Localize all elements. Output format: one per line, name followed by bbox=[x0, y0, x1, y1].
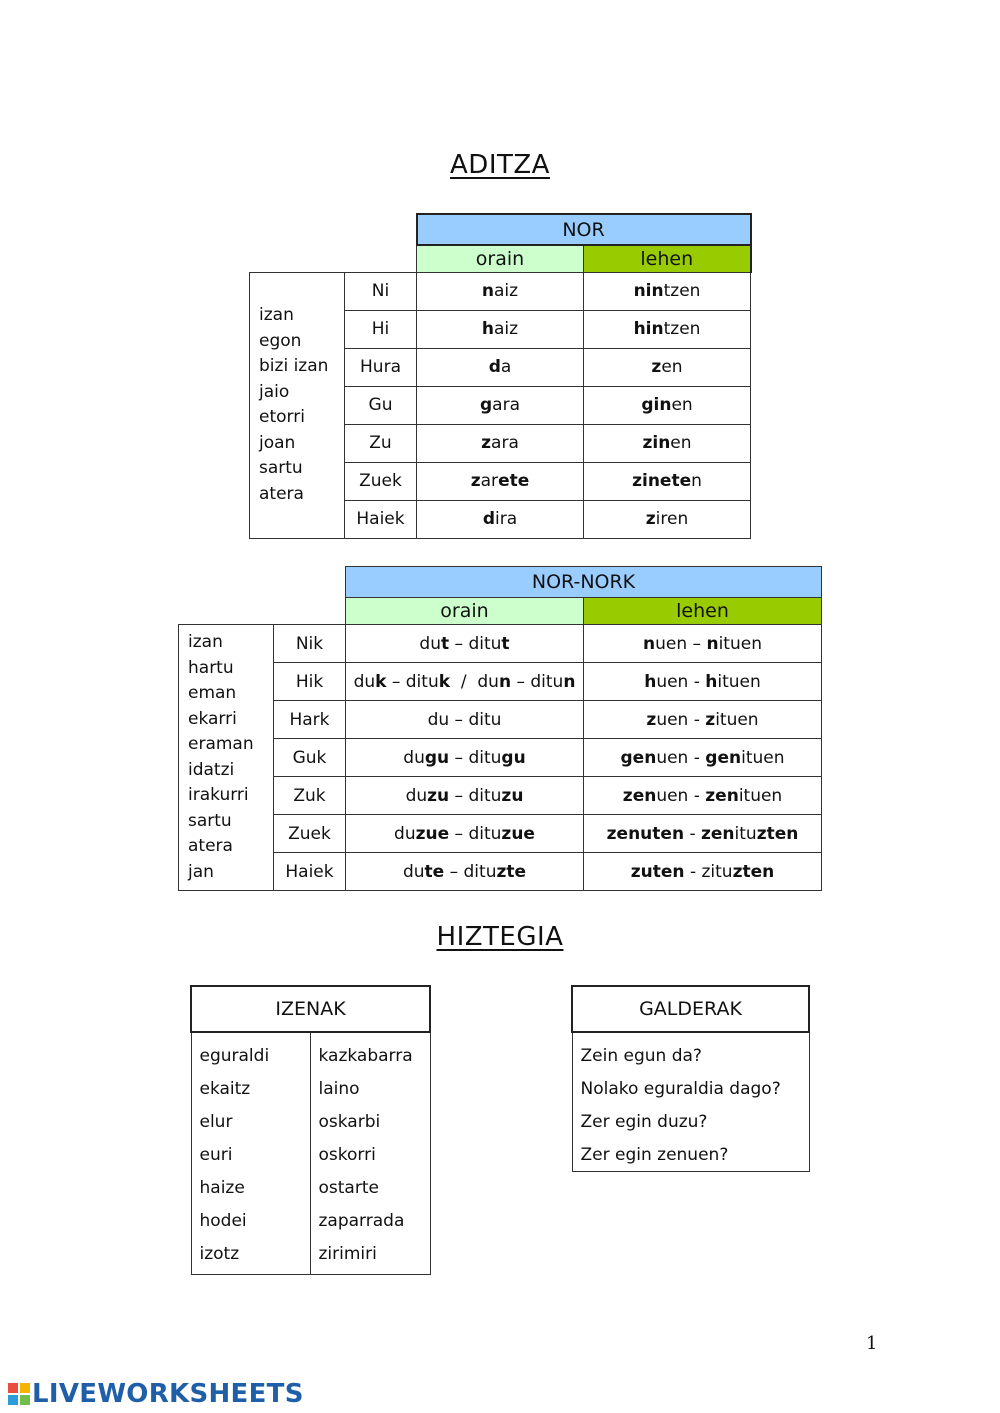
bold-segment: n bbox=[563, 671, 576, 692]
orain-form-cell bbox=[417, 500, 584, 538]
bold-segment: t bbox=[501, 633, 510, 654]
text-segment: du – ditu bbox=[427, 709, 502, 730]
bold-segment: n bbox=[498, 671, 512, 692]
question-row bbox=[572, 1105, 809, 1138]
text-segment: en bbox=[670, 433, 692, 453]
bold-segment: zinete bbox=[632, 471, 692, 491]
bold-segment: z bbox=[645, 509, 656, 529]
vocab-word: zirimiri bbox=[310, 1237, 430, 1275]
bold-segment: h bbox=[644, 671, 657, 692]
text-segment: ituen bbox=[718, 633, 762, 654]
text-segment: – ditu bbox=[444, 861, 497, 882]
nor-nork-lehen-header: lehen bbox=[584, 598, 822, 625]
orain-form-cell bbox=[346, 815, 584, 853]
nor-nork-table bbox=[178, 566, 822, 891]
bold-segment: z bbox=[651, 357, 662, 377]
vocab-row bbox=[191, 1204, 430, 1237]
text-segment: du bbox=[419, 633, 441, 654]
text-segment: u bbox=[490, 633, 502, 654]
bold-segment: g bbox=[480, 395, 493, 415]
orain-form-cell bbox=[417, 272, 584, 310]
table-row bbox=[250, 272, 751, 310]
verb-item: eraman bbox=[188, 734, 254, 754]
table-row bbox=[179, 663, 822, 701]
bold-segment: t bbox=[441, 633, 450, 654]
text-segment: ara bbox=[491, 433, 519, 453]
verb-item: sartu bbox=[188, 810, 232, 831]
text-segment: tzen bbox=[663, 281, 701, 301]
orain-form-cell bbox=[417, 424, 584, 462]
text-segment: du bbox=[403, 747, 425, 768]
bold-segment: n bbox=[643, 633, 656, 654]
lehen-form-cell bbox=[584, 348, 751, 386]
person-cell: Zuek bbox=[345, 462, 417, 500]
nor-orain-header: orain bbox=[417, 245, 584, 272]
bold-segment: h bbox=[481, 319, 495, 339]
orain-form-cell bbox=[417, 386, 584, 424]
text-segment: en bbox=[671, 395, 693, 415]
text-segment: u bbox=[490, 747, 502, 768]
table-row bbox=[179, 853, 822, 891]
vocab-word: haize bbox=[191, 1171, 310, 1204]
person-cell: Gu bbox=[345, 386, 417, 424]
text-segment: ituen bbox=[741, 747, 785, 768]
bold-segment: z bbox=[705, 709, 716, 730]
lehen-form-cell bbox=[584, 424, 751, 462]
orain-form-cell bbox=[417, 348, 584, 386]
orain-form-cell bbox=[417, 462, 584, 500]
bold-segment: zte bbox=[496, 861, 527, 882]
person-cell: Hark bbox=[274, 701, 346, 739]
bold-segment: gin bbox=[641, 395, 672, 415]
nor-lehen-header: lehen bbox=[584, 245, 751, 272]
orain-form-cell bbox=[346, 701, 584, 739]
bold-segment: zuten bbox=[630, 861, 685, 882]
question-row bbox=[572, 1138, 809, 1172]
text-segment: n bbox=[691, 471, 702, 491]
izenak-header: IZENAK bbox=[191, 986, 430, 1032]
bold-segment: zin bbox=[642, 433, 671, 453]
lehen-form-cell bbox=[584, 310, 751, 348]
lehen-form-cell bbox=[584, 625, 822, 663]
vocab-row bbox=[191, 1032, 430, 1072]
bold-segment: n bbox=[481, 281, 495, 301]
person-cell: Haiek bbox=[274, 853, 346, 891]
nor-table bbox=[249, 213, 752, 539]
vocab-word: oskorri bbox=[310, 1138, 430, 1171]
bold-segment: n bbox=[706, 633, 719, 654]
verb-item: joan bbox=[259, 432, 296, 453]
vocab-row bbox=[191, 1237, 430, 1275]
question-row bbox=[572, 1032, 809, 1072]
bold-segment: ete bbox=[498, 471, 530, 491]
verb-item: irakurri bbox=[188, 785, 249, 805]
bold-segment: zen bbox=[701, 823, 735, 844]
orain-form-cell bbox=[346, 625, 584, 663]
vocab-word: izotz bbox=[191, 1237, 310, 1275]
verb-item: atera bbox=[188, 836, 233, 856]
text-segment: ituen bbox=[717, 671, 761, 692]
bold-segment: zue bbox=[415, 823, 450, 844]
text-segment: – dit bbox=[449, 633, 491, 654]
vocab-word: kazkabarra bbox=[310, 1032, 430, 1072]
text-segment: aiz bbox=[494, 281, 519, 301]
text-segment: ira bbox=[495, 509, 518, 529]
verb-item: hartu bbox=[188, 657, 234, 678]
bold-segment: zue bbox=[501, 823, 535, 844]
text-segment: en bbox=[661, 357, 683, 377]
vocab-word: eguraldi bbox=[191, 1032, 310, 1072]
table-row bbox=[179, 777, 822, 815]
galderak-header: GALDERAK bbox=[572, 986, 809, 1032]
verb-item: egon bbox=[259, 330, 302, 351]
bold-segment: zen bbox=[705, 785, 739, 806]
text-segment: uen - bbox=[656, 785, 706, 806]
bold-segment: hin bbox=[633, 319, 664, 339]
page-number: 1 bbox=[866, 1333, 878, 1354]
text-segment: uen - bbox=[656, 747, 706, 768]
verb-item: bizi izan bbox=[259, 356, 329, 376]
vocab-word: euri bbox=[191, 1138, 310, 1171]
verb-item: etorri bbox=[259, 407, 305, 427]
bold-segment: gen bbox=[620, 747, 657, 768]
bold-segment: zten bbox=[756, 823, 799, 844]
person-cell: Hura bbox=[345, 348, 417, 386]
bold-segment: gen bbox=[705, 747, 742, 768]
text-segment: du bbox=[405, 785, 428, 806]
galderak-table bbox=[571, 985, 810, 1172]
vocab-row bbox=[191, 1072, 430, 1105]
vocab-word: hodei bbox=[191, 1204, 310, 1237]
verb-item: izan bbox=[259, 305, 294, 325]
lehen-form-cell bbox=[584, 272, 751, 310]
verb-item: eman bbox=[188, 683, 237, 703]
lehen-form-cell bbox=[584, 739, 822, 777]
verb-item: jan bbox=[188, 861, 214, 882]
question-item: Zer egin duzu? bbox=[572, 1105, 809, 1138]
bold-segment: te bbox=[424, 861, 445, 882]
text-segment: - bbox=[684, 823, 701, 844]
lehen-form-cell bbox=[584, 500, 751, 538]
bold-segment: k bbox=[438, 671, 451, 692]
text-segment: – ditu bbox=[511, 671, 564, 692]
question-item: Zer egin zenuen? bbox=[572, 1138, 809, 1172]
bold-segment: gu bbox=[501, 747, 526, 768]
text-segment: – dit bbox=[449, 747, 491, 768]
text-segment: - zitu bbox=[684, 861, 733, 882]
question-row bbox=[572, 1072, 809, 1105]
person-cell: Zu bbox=[345, 424, 417, 462]
lehen-form-cell bbox=[584, 663, 822, 701]
bold-segment: nin bbox=[633, 281, 664, 301]
vocab-word: zaparrada bbox=[310, 1204, 430, 1237]
vocab-word: ekaitz bbox=[191, 1072, 310, 1105]
page-title-hiztegia: HIZTEGIA bbox=[436, 922, 564, 952]
liveworksheets-logo bbox=[8, 1379, 304, 1409]
nor-nork-header: NOR-NORK bbox=[346, 567, 822, 598]
text-segment: uen - bbox=[656, 709, 706, 730]
lehen-form-cell bbox=[584, 462, 751, 500]
lehen-form-cell bbox=[584, 815, 822, 853]
bold-segment: zu bbox=[427, 785, 450, 806]
person-cell: Zuk bbox=[274, 777, 346, 815]
verb-item: jaio bbox=[259, 381, 290, 402]
lehen-form-cell bbox=[584, 701, 822, 739]
bold-segment: h bbox=[705, 671, 718, 692]
person-cell: Hik bbox=[274, 663, 346, 701]
izenak-table bbox=[190, 985, 431, 1275]
nor-header: NOR bbox=[417, 214, 751, 245]
bold-segment: zten bbox=[732, 861, 775, 882]
orain-form-cell bbox=[346, 739, 584, 777]
person-cell: Haiek bbox=[345, 500, 417, 538]
orain-form-cell bbox=[346, 663, 584, 701]
verb-item: atera bbox=[259, 483, 304, 504]
person-cell: Ni bbox=[345, 272, 417, 310]
table-row bbox=[179, 625, 822, 663]
bold-segment: z bbox=[646, 709, 657, 730]
vocab-row bbox=[191, 1171, 430, 1204]
text-segment: du bbox=[353, 671, 376, 692]
text-segment: ituen bbox=[738, 785, 783, 806]
page-title-aditza: ADITZA bbox=[450, 150, 550, 180]
verb-item: ekarri bbox=[188, 708, 237, 729]
text-segment: u bbox=[490, 785, 502, 806]
text-segment: du bbox=[402, 861, 425, 882]
orain-form-cell bbox=[417, 310, 584, 348]
vocab-word: oskarbi bbox=[310, 1105, 430, 1138]
bold-segment: z bbox=[470, 471, 481, 491]
verb-list bbox=[179, 625, 274, 891]
bold-segment: d bbox=[488, 357, 501, 377]
lehen-form-cell bbox=[584, 777, 822, 815]
bold-segment: zenuten bbox=[606, 823, 685, 844]
orain-form-cell bbox=[346, 777, 584, 815]
bold-segment: zu bbox=[501, 785, 524, 806]
text-segment: – dit bbox=[449, 785, 491, 806]
question-item: Zein egun da? bbox=[572, 1032, 809, 1072]
vocab-row bbox=[191, 1105, 430, 1138]
text-segment: a bbox=[500, 357, 512, 377]
text-segment: du bbox=[394, 823, 416, 844]
vocab-word: elur bbox=[191, 1105, 310, 1138]
text-segment: uen – bbox=[655, 633, 707, 654]
lehen-form-cell bbox=[584, 386, 751, 424]
table-row bbox=[179, 739, 822, 777]
person-cell: Hi bbox=[345, 310, 417, 348]
bold-segment: d bbox=[482, 509, 496, 529]
text-segment: – ditu bbox=[386, 671, 439, 692]
verb-list bbox=[250, 272, 345, 538]
text-segment: ara bbox=[492, 395, 520, 415]
text-segment: uen - bbox=[656, 671, 706, 692]
text-segment: / du bbox=[450, 671, 499, 692]
text-segment: iren bbox=[655, 509, 689, 529]
text-segment: aiz bbox=[494, 319, 519, 339]
logo-text: LIVEWORKSHEETS bbox=[32, 1379, 304, 1409]
person-cell: Nik bbox=[274, 625, 346, 663]
bold-segment: gu bbox=[424, 747, 450, 768]
lehen-form-cell bbox=[584, 853, 822, 891]
bold-segment: k bbox=[375, 671, 387, 692]
person-cell: Guk bbox=[274, 739, 346, 777]
vocab-row bbox=[191, 1138, 430, 1171]
bold-segment: z bbox=[481, 433, 492, 453]
question-item: Nolako eguraldia dago? bbox=[572, 1072, 809, 1105]
bold-segment: zen bbox=[622, 785, 657, 806]
vocab-word: laino bbox=[310, 1072, 430, 1105]
orain-form-cell bbox=[346, 853, 584, 891]
liveworksheets-logo-icon bbox=[8, 1383, 30, 1405]
table-row bbox=[179, 815, 822, 853]
text-segment: – ditu bbox=[449, 823, 502, 844]
text-segment: ituen bbox=[715, 709, 759, 730]
nor-nork-orain-header: orain bbox=[346, 598, 584, 625]
verb-item: izan bbox=[188, 632, 223, 652]
person-cell: Zuek bbox=[274, 815, 346, 853]
text-segment: itu bbox=[734, 823, 757, 844]
vocab-word: ostarte bbox=[310, 1171, 430, 1204]
verb-item: idatzi bbox=[188, 759, 235, 780]
verb-item: sartu bbox=[259, 458, 303, 478]
text-segment: tzen bbox=[663, 319, 701, 339]
text-segment: ar bbox=[480, 471, 499, 491]
table-row bbox=[179, 701, 822, 739]
